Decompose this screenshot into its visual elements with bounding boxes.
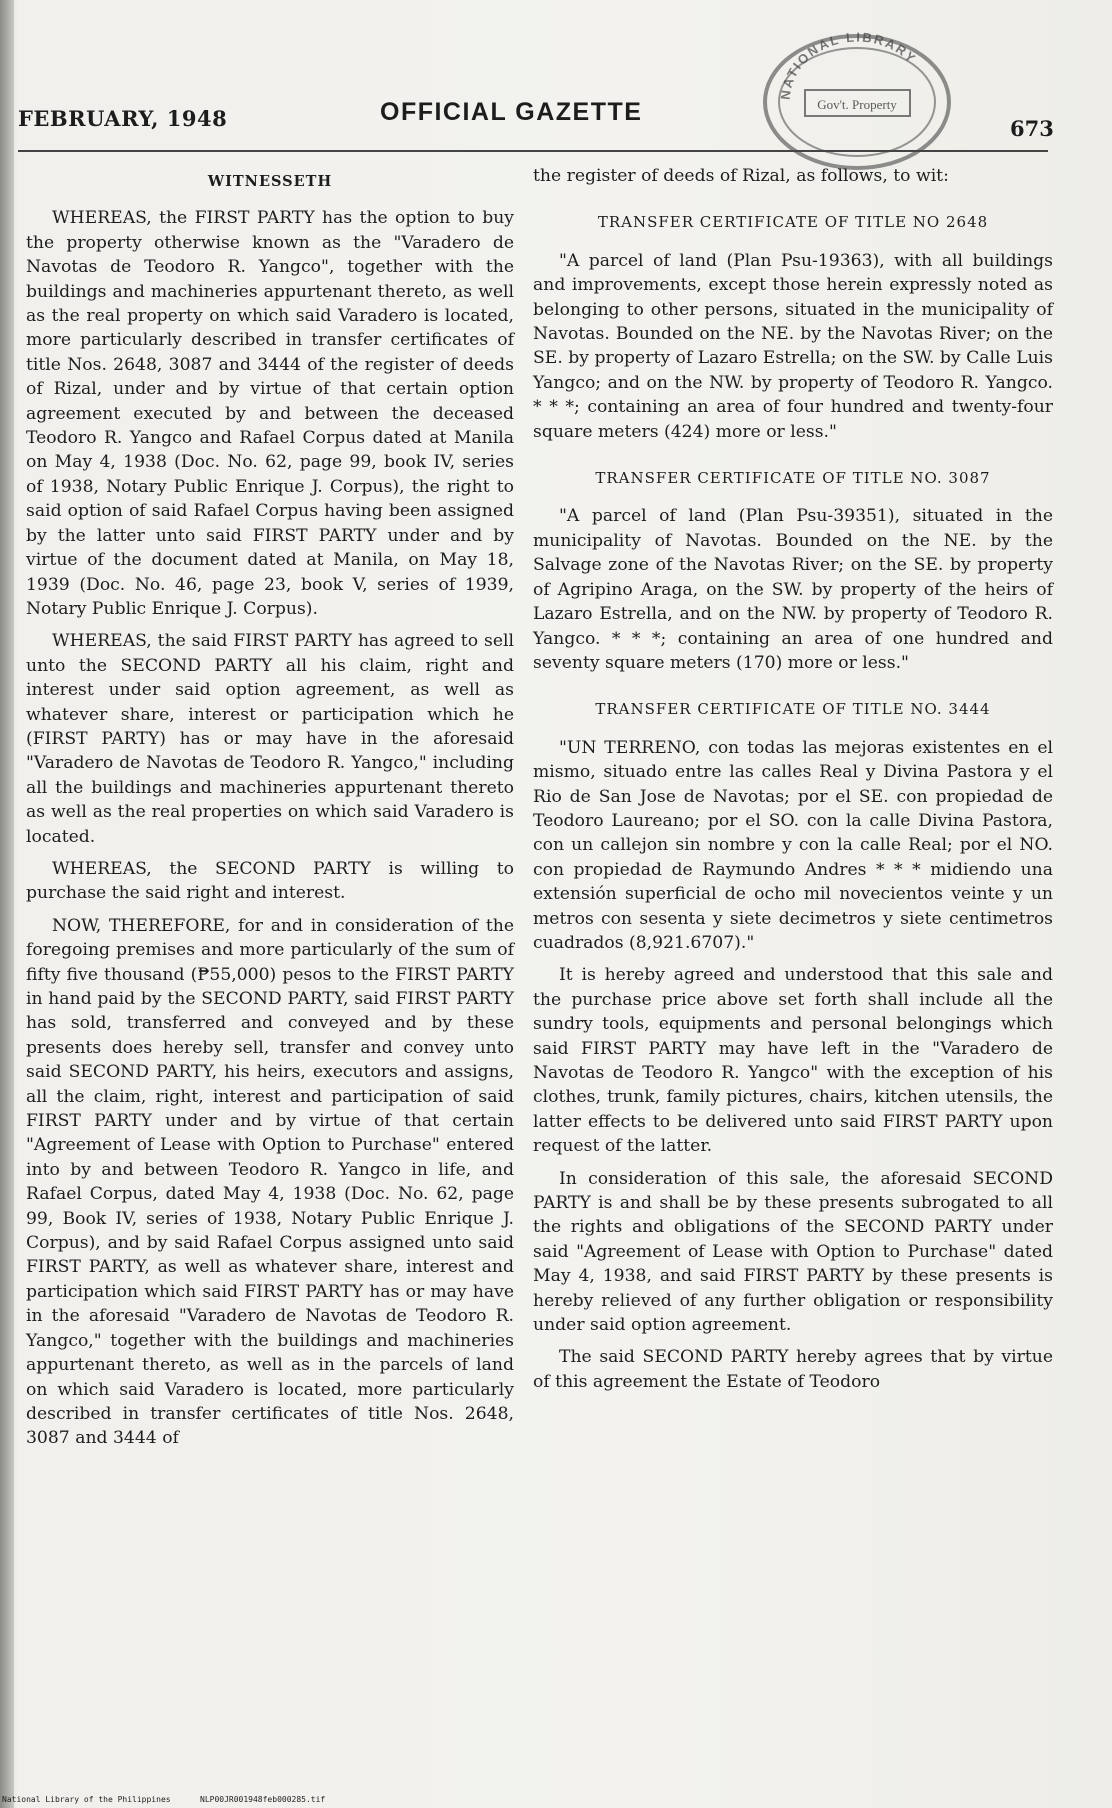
- stamp-center-text: Gov't. Property: [817, 97, 897, 112]
- footer-filename: NLP00JR001948feb000285.tif: [200, 1795, 326, 1804]
- subrogation-paragraph: In consideration of this sale, the aforesaid SECOND PARTY is and shall be by these presents subrogated to all the rights and obligations of the SECOND PARTY under said "Agreement of Lease with Option to Purchase" dated May 4, 1938, and said FIRST PARTY by these presents is hereby relieved of any further obligation or responsibility under said option agreement.: [533, 1168, 1053, 1336]
- page-spine-shadow: [0, 0, 14, 1808]
- header-date: FEBRUARY, 1948: [18, 106, 228, 131]
- tct-3087-description: "A parcel of land (Plan Psu-39351), situated in the municipality of Navotas. Bounded on the NE. by the Salvage zone of the Navotas River; on the SE. by property of Agripino Araga, on the SW. by property of the heirs of Lazaro Estrella, and on the NW. by property of Teodoro R. Yangco. * * *; containing an area of one hundred and seventy square meters (170) more or less.": [533, 506, 1053, 673]
- witnesseth-heading: WITNESSETH: [207, 173, 333, 190]
- footer-library: National Library of the Philippines: [2, 1795, 171, 1804]
- now-therefore-paragraph: NOW, THEREFORE, for and in consideration of the foregoing premises and more particularly of the sum of fifty five thousand (₱55,000) pesos to the FIRST PARTY in hand paid by the SECOND PARTY, said FIRST PARTY has sold, transferred and conveyed and by these presents does hereby sell, transfer and convey unto said SECOND PARTY, his heirs, executors and assigns, all the claim, right, interest and participation of said FIRST PARTY under and by virtue of that certain "Agreement of Lease with Option to Purchase" entered into by and between Teodoro R. Yangco in life, and Rafael Corpus, dated May 4, 1938 (Doc. No. 62, page 99, Book IV, series of 1938, Notary Public Enrique J. Corpus), and by said Rafael Corpus assigned unto said FIRST PARTY, as well as whatever share, interest and participation which said FIRST PARTY has or may have in the aforesaid "Varadero de Navotas de Teodoro R. Yangco," together with the buildings and machineries appurtenant thereto, as well as in the parcels of land on which said Varadero is located, more particularly described in transfer certificates of title Nos. 2648, 3087 and 3444 of: [26, 915, 514, 1449]
- tct-3087-heading: TRANSFER CERTIFICATE OF TITLE NO. 3087: [595, 469, 991, 488]
- library-stamp-icon: [750, 30, 965, 170]
- scan-footer: [0, 1792, 1112, 1808]
- header-title: OFFICIAL GAZETTE: [380, 98, 643, 126]
- tct-3444-heading: TRANSFER CERTIFICATE OF TITLE NO. 3444: [595, 700, 991, 719]
- stamp-ring-text: NATIONAL LIBRARY: [777, 30, 920, 101]
- page-number: 673: [1010, 116, 1054, 141]
- tct-2648-description: "A parcel of land (Plan Psu-19363), with all buildings and improvements, except those herein expressly noted as belonging to other persons, situated in the municipality of Navotas. Bounded on the NE. by the Navotas River; on the SE. by property of Lazaro Estrella; on the SW. by Calle Luis Yangco; and on the NW. by property of Teodoro R. Yangco. * * *; containing an area of four hundred and twenty-four square meters (424) more or less.": [533, 250, 1053, 442]
- second-party-agrees-paragraph: The said SECOND PARTY hereby agrees that by virtue of this agreement the Estate of Teodoro: [533, 1347, 1053, 1392]
- sale-inclusion-paragraph: It is hereby agreed and understood that this sale and the purchase price above set forth shall include all the sundry tools, equipments and personal belongings which said FIRST PARTY may have left in the "Varadero de Navotas de Teodoro R. Yangco" with the exception of his clothes, trunk, family pictures, chairs, kitchen utensils, the latter effects to be delivered unto said FIRST PARTY upon request of the latter.: [533, 965, 1053, 1157]
- tct-2648-heading: TRANSFER CERTIFICATE OF TITLE NO 2648: [597, 213, 989, 232]
- whereas-agreed-paragraph: WHEREAS, the said FIRST PARTY has agreed to sell unto the SECOND PARTY all his claim, right and interest under said option agreement, as well as whatever share, interest or participation which he (FIRST PARTY) has or may have in the aforesaid "Varadero de Navotas de Teodoro R. Yangco," including all the buildings and machineries appurtenant thereto as well as the real properties on which said Varadero is located.: [26, 631, 514, 847]
- whereas-option-paragraph: WHEREAS, the FIRST PARTY has the option to buy the property otherwise known as the "Varadero de Navotas de Teodoro R. Yangco", together with the buildings and machineries appurtenant thereto, as well as the real property on which said Varadero is located, more particularly described in transfer certificates of title Nos. 2648, 3087 and 3444 of the register of deeds of Rizal, under and by virtue of that certain option agreement executed by and between the deceased Teodoro R. Yangco and Rafael Corpus dated at Manila on May 4, 1938 (Doc. No. 62, page 99, book IV, series of 1938, Notary Public Enrique J. Corpus), the right to said option of said Rafael Corpus having been assigned by the latter unto said FIRST PARTY under and by virtue of the document dated at Manila, on May 18, 1939 (Doc. No. 46, page 23, book V, series of 1939, Notary Public Enrique J. Corpus).: [26, 208, 514, 619]
- tct-3444-description: "UN TERRENO, con todas las mejoras existentes en el mismo, situado entre las calles Real y Divina Pastora y el Rio de San Jose de Navotas; por el SE. con propiedad de Teodoro Laureano; por el SO. con la calle Divina Pastora, con un callejon sin nombre y con la calle Real; por el NO. con propiedad de Raymundo Andres * * * midiendo una extensión superficial de ocho mil novecientos veinte y un metros con sesenta y siete decimetros y siete centimetros cuadrados (8,921.6707).": [533, 737, 1053, 953]
- whereas-willing-paragraph: WHEREAS, the SECOND PARTY is willing to purchase the said right and interest.: [26, 858, 514, 904]
- header-rule: [18, 150, 1048, 152]
- left-column: [26, 164, 514, 1459]
- register-intro: the register of deeds of Rizal, as follows, to wit:: [533, 166, 949, 186]
- right-column: [533, 164, 1053, 1402]
